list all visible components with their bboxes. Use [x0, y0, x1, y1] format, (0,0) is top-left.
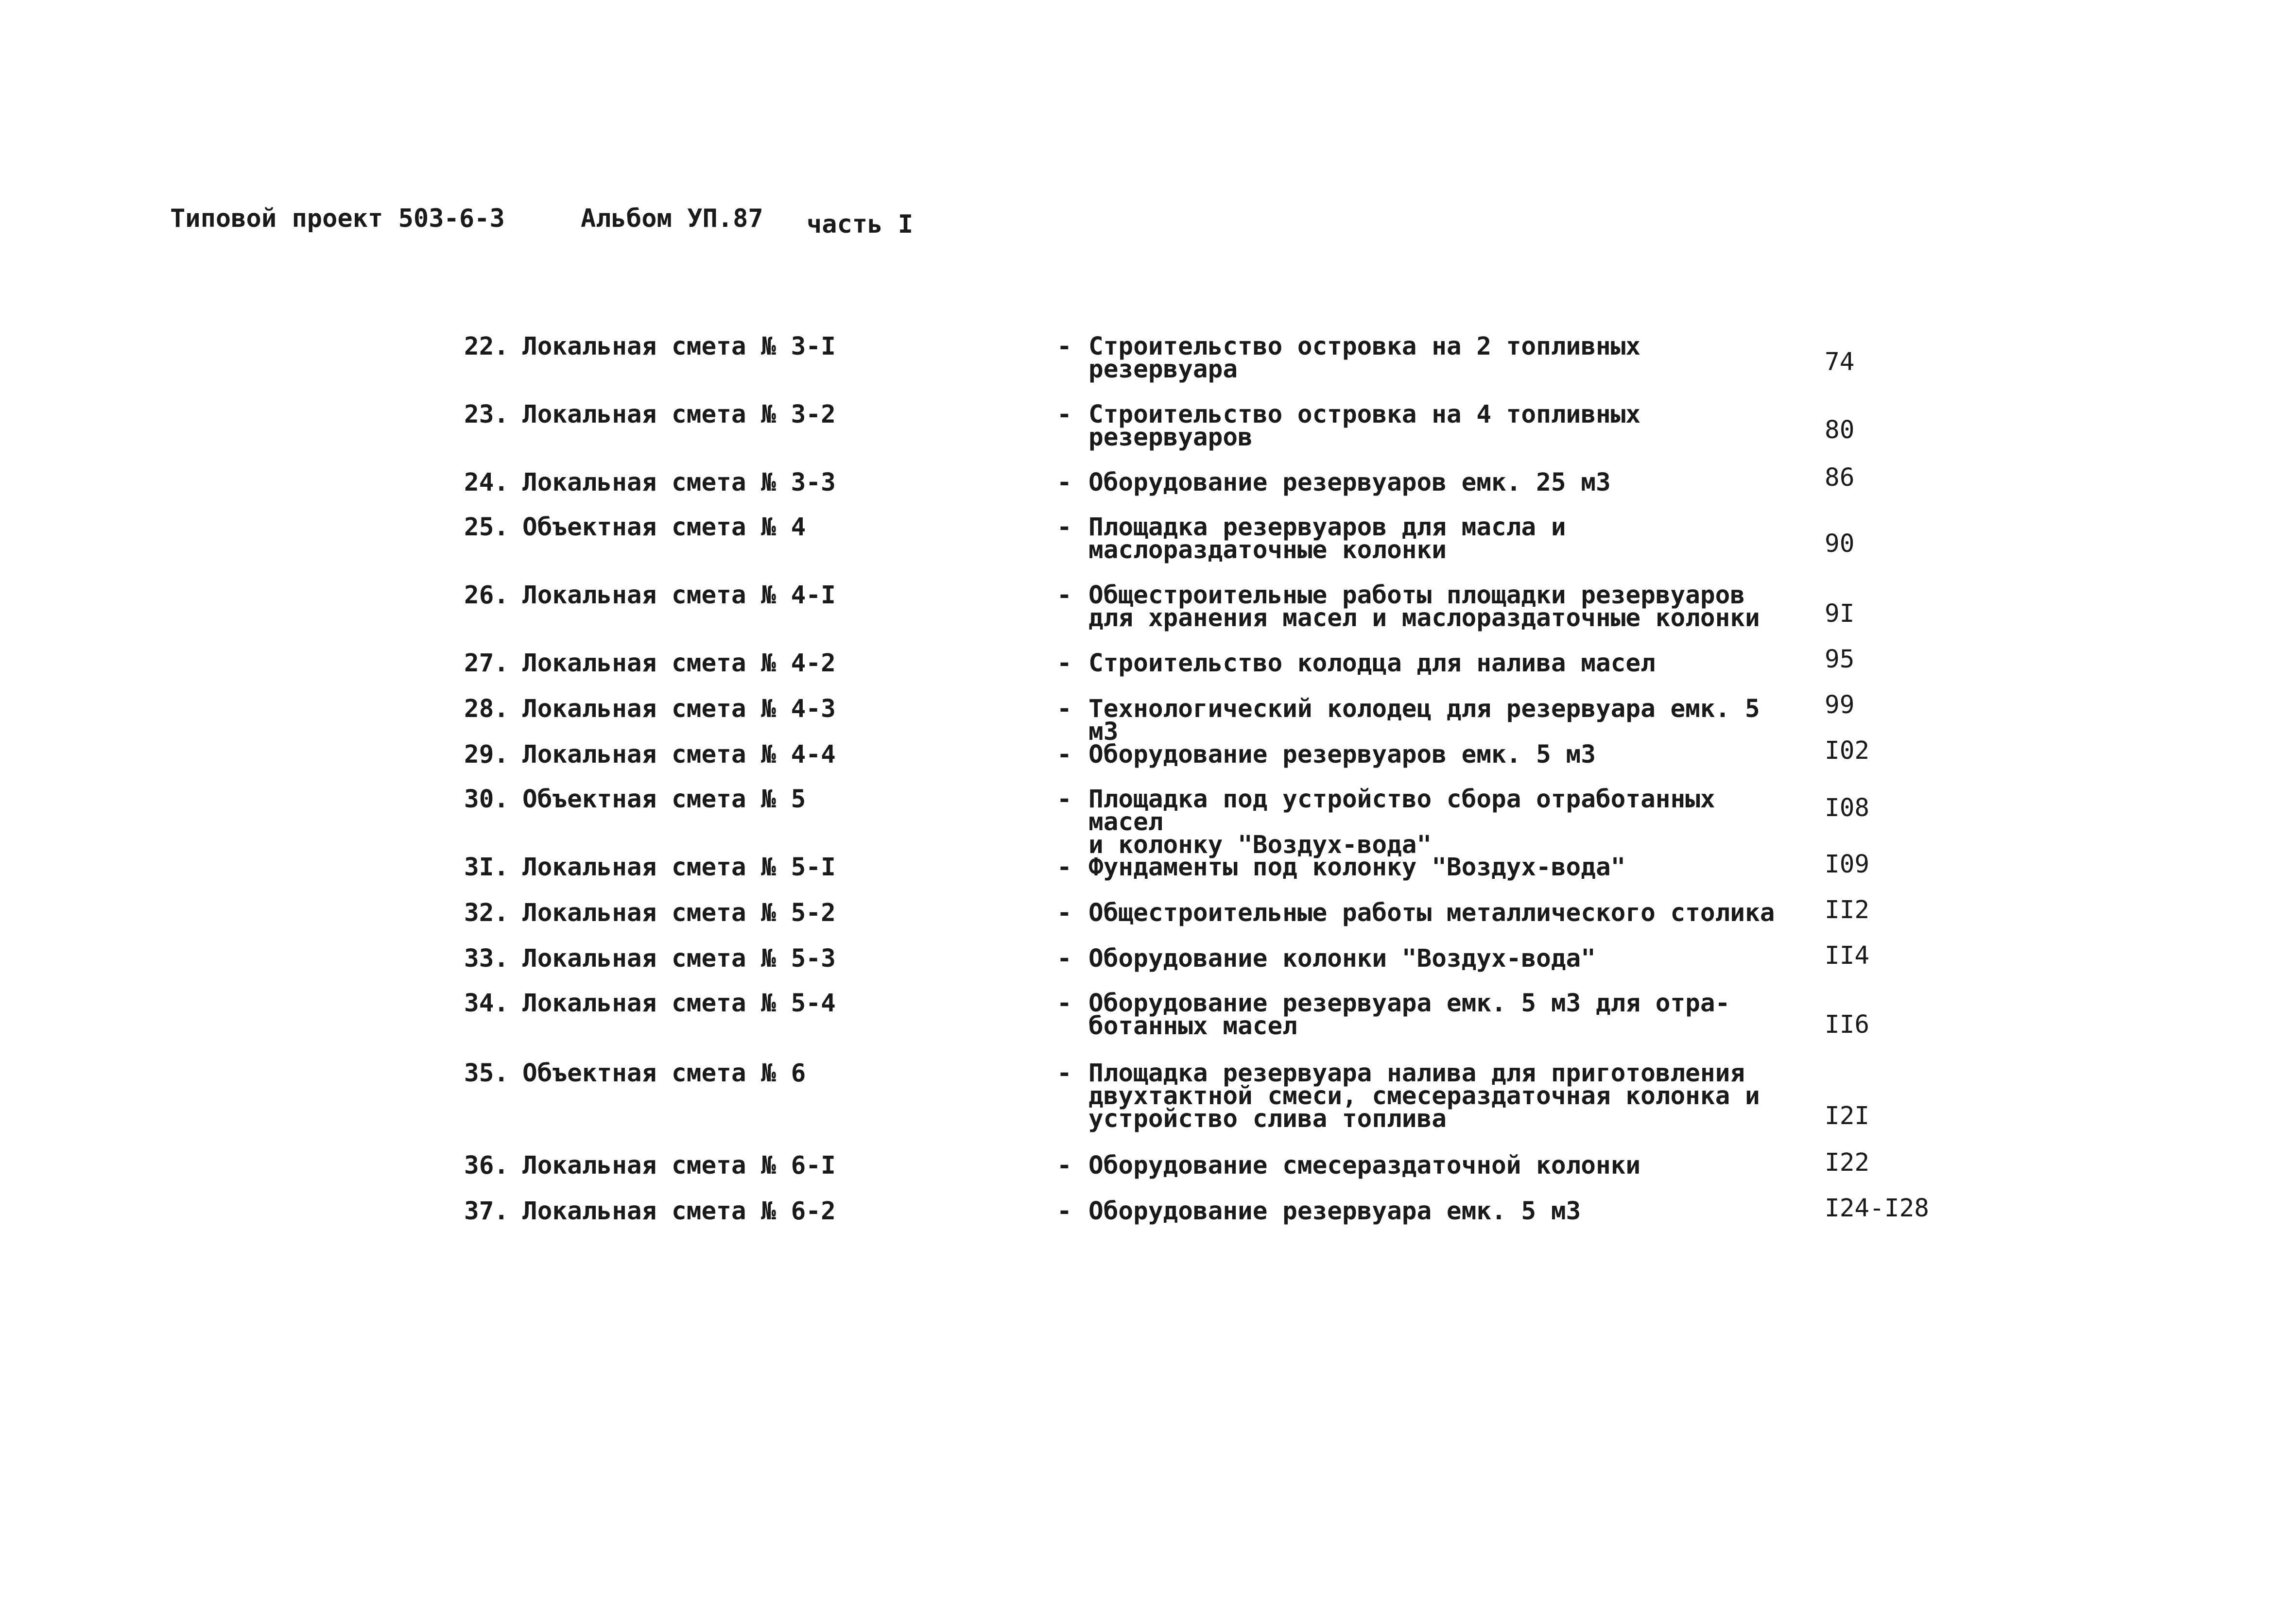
entry-number: 30. — [464, 785, 509, 814]
entry-number: 29. — [464, 740, 509, 769]
entry-number: 33. — [464, 944, 509, 973]
estimate-name: Объектная смета № 4 — [522, 513, 806, 542]
estimate-description: Оборудование колонки "Воздух-вода" — [1088, 944, 1596, 973]
dash-separator: - — [1057, 332, 1072, 361]
estimate-description: Строительство островка на 2 топливных резервуара — [1088, 332, 1641, 384]
page-number: I08 — [1825, 794, 1870, 822]
estimate-name: Локальная смета № 3-2 — [522, 400, 836, 429]
page-number: I22 — [1825, 1148, 1870, 1177]
estimate-name: Локальная смета № 4-I — [522, 581, 836, 610]
dash-separator: - — [1057, 785, 1072, 814]
estimate-description: Площадка резервуара налива для приготовления двухтактной смеси, смесераздаточная колонка и устройство слива топлива — [1088, 1059, 1760, 1133]
dash-separator: - — [1057, 695, 1072, 723]
page-number: I09 — [1825, 850, 1870, 879]
estimate-name: Локальная смета № 6-I — [522, 1151, 836, 1180]
dash-separator: - — [1057, 899, 1072, 927]
entry-number: 26. — [464, 581, 509, 610]
page-number: 99 — [1825, 691, 1855, 719]
estimate-description: Общестроительные работы площадки резервуаров для хранения масел и маслораздаточные колонки — [1088, 581, 1760, 632]
estimate-name: Объектная смета № 5 — [522, 785, 806, 814]
page-number: II2 — [1825, 896, 1870, 924]
page-number: II4 — [1825, 941, 1870, 970]
page-number: I2I — [1825, 1102, 1870, 1130]
estimate-name: Локальная смета № 5-2 — [522, 899, 836, 927]
album-title: Альбом УП.87 — [581, 204, 763, 233]
page-number: 80 — [1825, 416, 1855, 444]
page-number: I02 — [1825, 736, 1870, 765]
dash-separator: - — [1057, 468, 1072, 497]
entry-number: 36. — [464, 1151, 509, 1180]
estimate-name: Локальная смета № 4-3 — [522, 695, 836, 723]
estimate-name: Объектная смета № 6 — [522, 1059, 806, 1088]
dash-separator: - — [1057, 649, 1072, 678]
estimate-name: Локальная смета № 6-2 — [522, 1197, 836, 1226]
dash-separator: - — [1057, 740, 1072, 769]
estimate-name: Локальная смета № 3-3 — [522, 468, 836, 497]
estimate-description: Площадка под устройство сбора отработанных масел и колонку "Воздух-вода" — [1088, 785, 1715, 859]
estimate-description: Площадка резервуаров для масла и маслораздаточные колонки — [1088, 513, 1566, 564]
entry-number: 25. — [464, 513, 509, 542]
dash-separator: - — [1057, 1059, 1072, 1088]
entry-number: 35. — [464, 1059, 509, 1088]
estimate-description: Оборудование резервуара емк. 5 м3 для отра- ботанных масел — [1088, 989, 1730, 1041]
estimate-description: Строительство колодца для налива масел — [1088, 649, 1656, 678]
estimate-name: Локальная смета № 5-3 — [522, 944, 836, 973]
estimate-description: Строительство островка на 4 топливных резервуаров — [1088, 400, 1641, 452]
page-number: 95 — [1825, 645, 1855, 674]
estimate-description: Общестроительные работы металлического столика — [1088, 899, 1775, 927]
estimate-description: Оборудование резервуаров емк. 5 м3 — [1088, 740, 1596, 769]
page-number: I24-I28 — [1825, 1194, 1929, 1223]
entry-number: 32. — [464, 899, 509, 927]
page-number: 86 — [1825, 463, 1855, 492]
estimate-description: Оборудование резервуара емк. 5 м3 — [1088, 1197, 1581, 1226]
dash-separator: - — [1057, 1197, 1072, 1226]
estimate-description: Технологический колодец для резервуара емк. 5 м3 — [1088, 695, 1760, 746]
estimate-name: Локальная смета № 4-4 — [522, 740, 836, 769]
part-title: часть I — [807, 210, 914, 239]
page-number: 90 — [1825, 530, 1855, 558]
entry-number: 28. — [464, 695, 509, 723]
page-number: II6 — [1825, 1010, 1870, 1039]
entry-number: 24. — [464, 468, 509, 497]
page-number: 9I — [1825, 599, 1855, 628]
entry-number: 23. — [464, 400, 509, 429]
estimate-name: Локальная смета № 5-4 — [522, 989, 836, 1018]
dash-separator: - — [1057, 944, 1072, 973]
dash-separator: - — [1057, 989, 1072, 1018]
entry-number: 27. — [464, 649, 509, 678]
estimate-name: Локальная смета № 4-2 — [522, 649, 836, 678]
entry-number: 37. — [464, 1197, 509, 1226]
dash-separator: - — [1057, 853, 1072, 882]
estimate-description: Оборудование резервуаров емк. 25 м3 — [1088, 468, 1611, 497]
estimate-description: Фундаменты под колонку "Воздух-вода" — [1088, 853, 1626, 882]
estimate-description: Оборудование смесераздаточной колонки — [1088, 1151, 1641, 1180]
entry-number: 22. — [464, 332, 509, 361]
dash-separator: - — [1057, 581, 1072, 610]
entry-number: 3I. — [464, 853, 509, 882]
estimate-name: Локальная смета № 3-I — [522, 332, 836, 361]
dash-separator: - — [1057, 400, 1072, 429]
dash-separator: - — [1057, 513, 1072, 542]
entry-number: 34. — [464, 989, 509, 1018]
dash-separator: - — [1057, 1151, 1072, 1180]
page-number: 74 — [1825, 348, 1855, 376]
estimate-name: Локальная смета № 5-I — [522, 853, 836, 882]
project-title: Типовой проект 503-6-3 — [170, 204, 505, 233]
